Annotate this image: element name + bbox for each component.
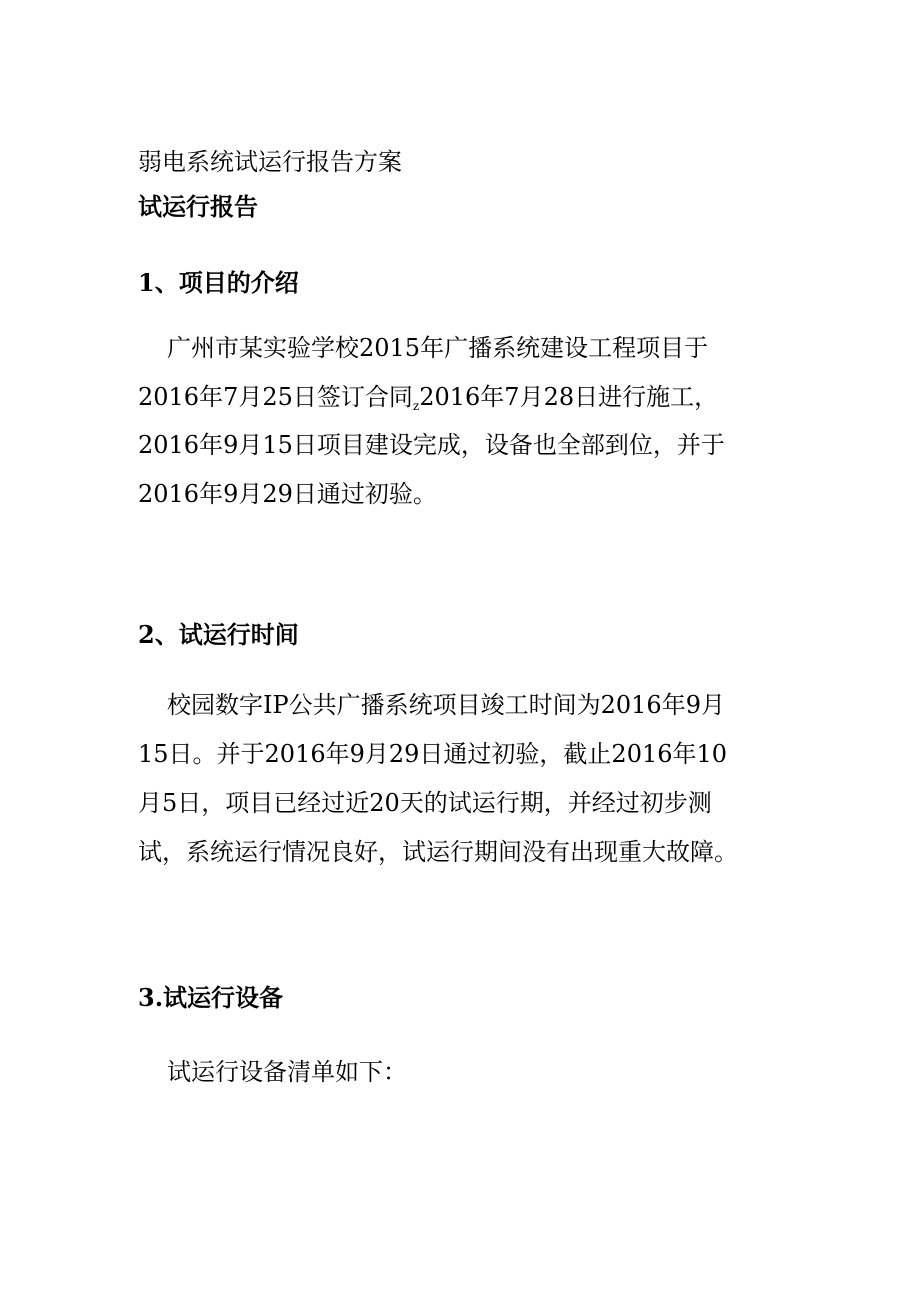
stray-mark: z — [412, 399, 420, 413]
line-text: 2016年7月28日进行施工， — [419, 383, 719, 411]
document-title: 弱电系统试运行报告方案 — [138, 148, 402, 176]
section-2-paragraph-line: 校园数字IP公共广播系统项目竣工时间为2016年9月 — [167, 691, 725, 719]
section-1-paragraph-line: 广州市某实验学校2015年广播系统建设工程项目于 — [167, 334, 709, 362]
report-heading: 试运行报告 — [138, 192, 258, 221]
section-2-paragraph-line: 15日。并于2016年9月29日通过初验，截止2016年10 — [138, 740, 728, 768]
section-1-paragraph-line — [138, 382, 718, 421]
line-text: 2016年7月25日签订合同 — [138, 383, 413, 411]
section-3-heading: 3.试运行设备 — [138, 983, 284, 1012]
section-2-heading: 2、试运行时间 — [138, 620, 299, 649]
section-3-paragraph-line: 试运行设备清单如下： — [167, 1058, 407, 1086]
section-2-paragraph-line: 试，系统运行情况良好，试运行期间没有出现重大故障。 — [138, 838, 738, 866]
section-1-paragraph-line: 2016年9月29日通过初验。 — [138, 480, 437, 508]
section-1-paragraph-line: 2016年9月15日项目建设完成，设备也全部到位，并于 — [138, 431, 725, 459]
section-1-heading: 1、项目的介绍 — [138, 268, 299, 297]
section-2-paragraph-line: 月5日，项目已经过近20天的试运行期，并经过初步测 — [138, 789, 712, 817]
